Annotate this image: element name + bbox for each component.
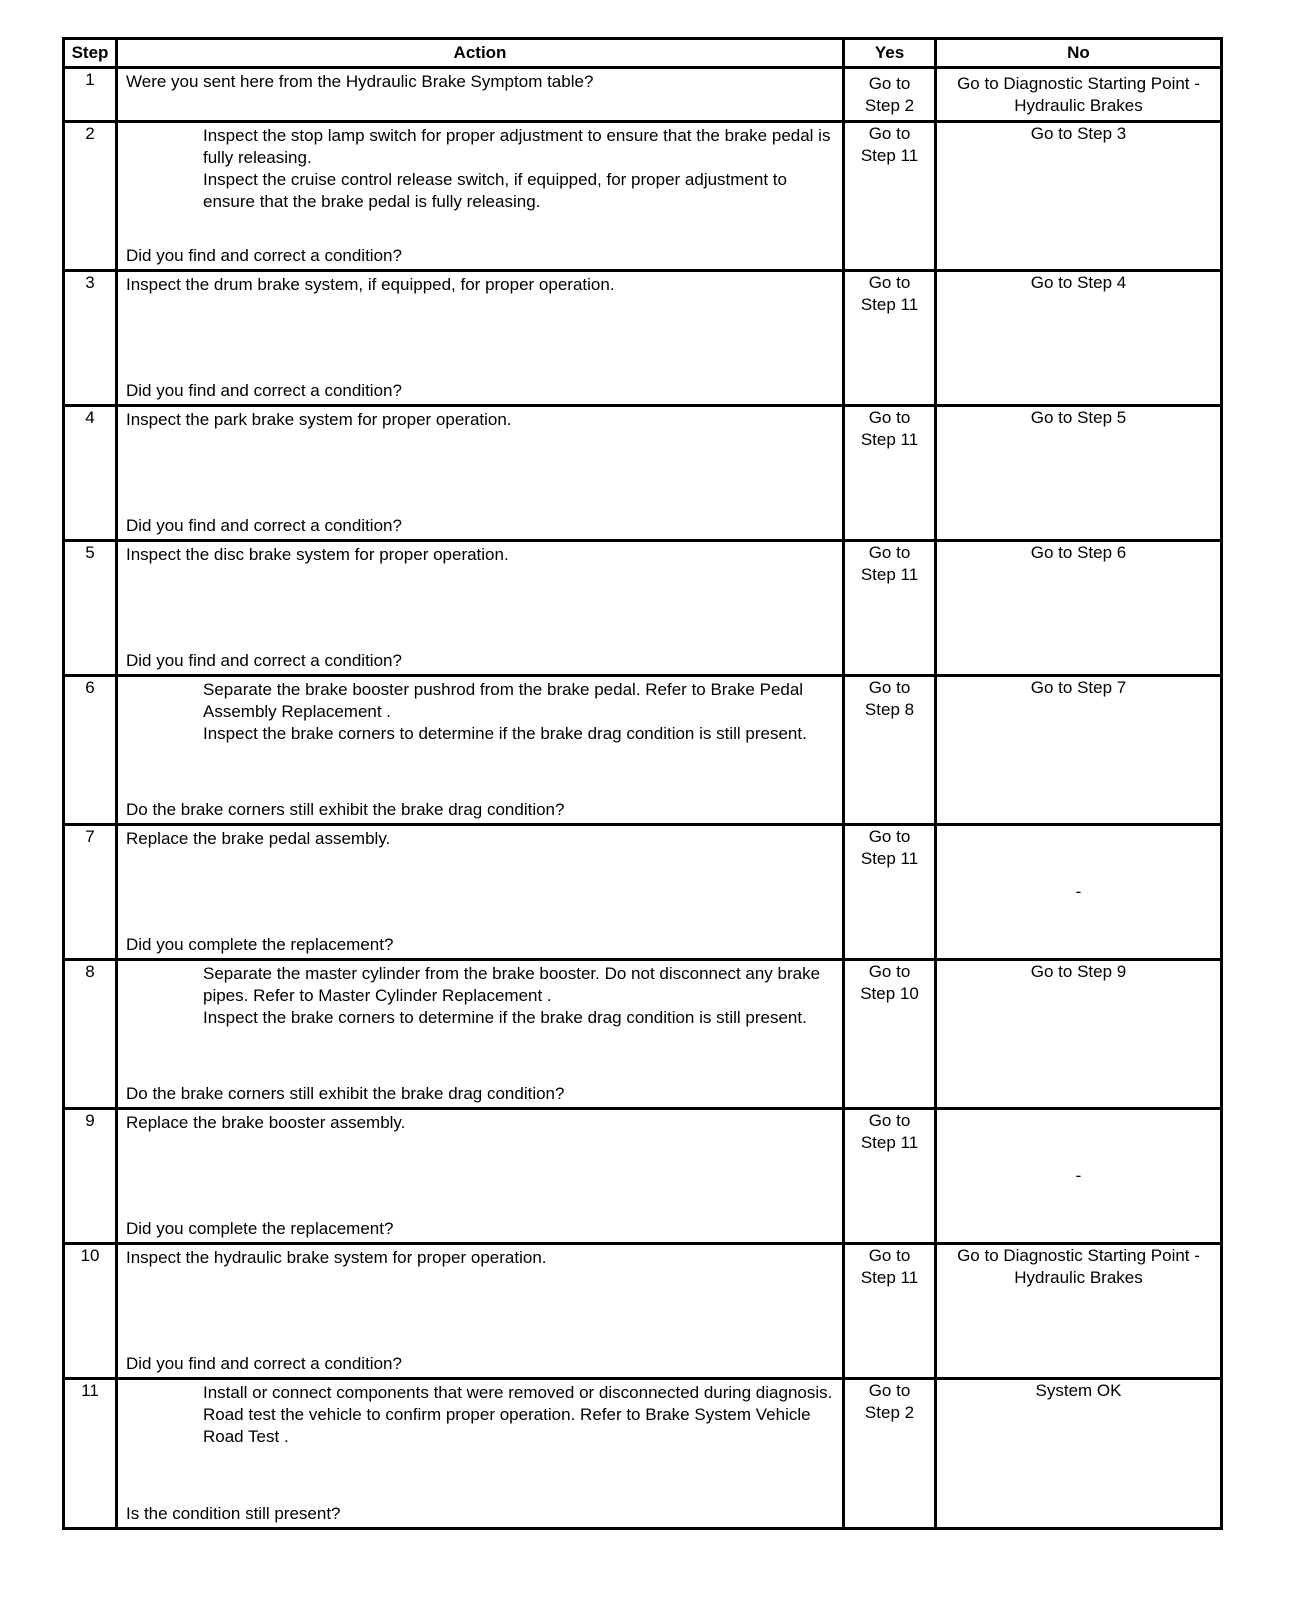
instructions [126, 1247, 834, 1269]
question-text: Did you find and correct a condition? [126, 246, 402, 265]
question-text: Were you sent here from the Hydraulic Brake Symptom table? [126, 72, 594, 91]
yes-link[interactable]: Go to Step 11 [844, 122, 936, 271]
header-row [64, 39, 1222, 68]
no-link: - [936, 1109, 1222, 1244]
question-text: Is the condition still present? [126, 1504, 341, 1523]
instruction-text: Inspect the stop lamp switch for proper adjustment to ensure that the brake pedal is fully releasing. [203, 126, 831, 167]
yes-link[interactable]: Go to Step 11 [844, 541, 936, 676]
question-text: Did you find and correct a condition? [126, 651, 402, 670]
table-row [64, 676, 1222, 825]
header-no: No [936, 39, 1222, 68]
step-number: 7 [64, 825, 117, 960]
no-link[interactable]: Go to Diagnostic Starting Point - Hydraulic Brakes [936, 1244, 1222, 1379]
step-number: 5 [64, 541, 117, 676]
yes-link[interactable]: Go to Step 11 [844, 825, 936, 960]
table-row [64, 541, 1222, 676]
diagnostic-table [62, 37, 1223, 1530]
yes-link[interactable]: Go to Step 11 [844, 406, 936, 541]
question-text: Did you complete the replacement? [126, 1219, 394, 1238]
yes-link[interactable]: Go to Step 2 [844, 68, 936, 122]
header-yes: Yes [844, 39, 936, 68]
action-cell [117, 1379, 844, 1529]
instruction-text: Road test the vehicle to confirm proper operation. Refer to Brake System Vehicle Road Test . [203, 1405, 811, 1446]
instruction-text: Replace the brake pedal assembly. [126, 829, 391, 848]
step-number: 4 [64, 406, 117, 541]
question-text: Did you find and correct a condition? [126, 516, 402, 535]
table-row [64, 1109, 1222, 1244]
instructions [126, 274, 834, 296]
no-link[interactable]: System OK [936, 1379, 1222, 1529]
table-row [64, 271, 1222, 406]
question-text: Did you complete the replacement? [126, 935, 394, 954]
step-number: 11 [64, 1379, 117, 1529]
instruction-text: Inspect the brake corners to determine if the brake drag condition is still present. [203, 724, 807, 743]
instructions [126, 963, 834, 1029]
action-cell [117, 825, 844, 960]
instructions [126, 828, 834, 850]
action-cell [117, 1244, 844, 1379]
yes-link[interactable]: Go to Step 8 [844, 676, 936, 825]
yes-link[interactable]: Go to Step 2 [844, 1379, 936, 1529]
step-number: 8 [64, 960, 117, 1109]
header-step: Step [64, 39, 117, 68]
action-cell [117, 68, 844, 122]
action-cell [117, 1109, 844, 1244]
action-cell [117, 960, 844, 1109]
action-cell [117, 271, 844, 406]
instruction-text: Replace the brake booster assembly. [126, 1113, 406, 1132]
instruction-text: Inspect the hydraulic brake system for proper operation. [126, 1248, 547, 1267]
table-row [64, 960, 1222, 1109]
instruction-text: Install or connect components that were removed or disconnected during diagnosis. [203, 1383, 833, 1402]
instruction-text: Separate the brake booster pushrod from the brake pedal. Refer to Brake Pedal Assembly Replacement . [203, 680, 804, 721]
no-link[interactable]: Go to Step 3 [936, 122, 1222, 271]
question-text: Do the brake corners still exhibit the brake drag condition? [126, 1084, 565, 1103]
instruction-text: Inspect the disc brake system for proper operation. [126, 545, 509, 564]
table-row [64, 1379, 1222, 1529]
question-text: Did you find and correct a condition? [126, 1354, 402, 1373]
instructions [126, 125, 834, 213]
no-link[interactable]: Go to Step 5 [936, 406, 1222, 541]
table-row [64, 406, 1222, 541]
question-text: Did you find and correct a condition? [126, 381, 402, 400]
action-cell [117, 406, 844, 541]
instructions [126, 1112, 834, 1134]
instructions [126, 409, 834, 431]
no-link[interactable]: Go to Step 9 [936, 960, 1222, 1109]
instruction-text: Inspect the park brake system for proper operation. [126, 410, 512, 429]
step-number: 3 [64, 271, 117, 406]
no-link[interactable]: Go to Step 6 [936, 541, 1222, 676]
yes-link[interactable]: Go to Step 10 [844, 960, 936, 1109]
step-number: 1 [64, 68, 117, 122]
step-number: 6 [64, 676, 117, 825]
instruction-text: Separate the master cylinder from the brake booster. Do not disconnect any brake pipes. Refer to Master Cylinder Replacement . [203, 964, 821, 1005]
table-row [64, 825, 1222, 960]
instructions [126, 1382, 834, 1448]
instruction-text: Inspect the drum brake system, if equipped, for proper operation. [126, 275, 615, 294]
table-row [64, 1244, 1222, 1379]
yes-link[interactable]: Go to Step 11 [844, 271, 936, 406]
no-link[interactable]: Go to Diagnostic Starting Point - Hydraulic Brakes [936, 68, 1222, 122]
action-cell [117, 541, 844, 676]
step-number: 10 [64, 1244, 117, 1379]
instructions [126, 544, 834, 566]
instruction-text: Inspect the cruise control release switch, if equipped, for proper adjustment to ensure that the brake pedal is fully releasing. [203, 170, 787, 211]
instructions [126, 679, 834, 745]
yes-link[interactable]: Go to Step 11 [844, 1244, 936, 1379]
table-row [64, 122, 1222, 271]
instruction-text: Inspect the brake corners to determine if the brake drag condition is still present. [203, 1008, 807, 1027]
action-cell [117, 676, 844, 825]
step-number: 9 [64, 1109, 117, 1244]
no-link[interactable]: Go to Step 4 [936, 271, 1222, 406]
action-cell [117, 122, 844, 271]
no-link[interactable]: Go to Step 7 [936, 676, 1222, 825]
header-action: Action [117, 39, 844, 68]
no-link: - [936, 825, 1222, 960]
table-row [64, 68, 1222, 122]
step-number: 2 [64, 122, 117, 271]
question-text: Do the brake corners still exhibit the brake drag condition? [126, 800, 565, 819]
yes-link[interactable]: Go to Step 11 [844, 1109, 936, 1244]
